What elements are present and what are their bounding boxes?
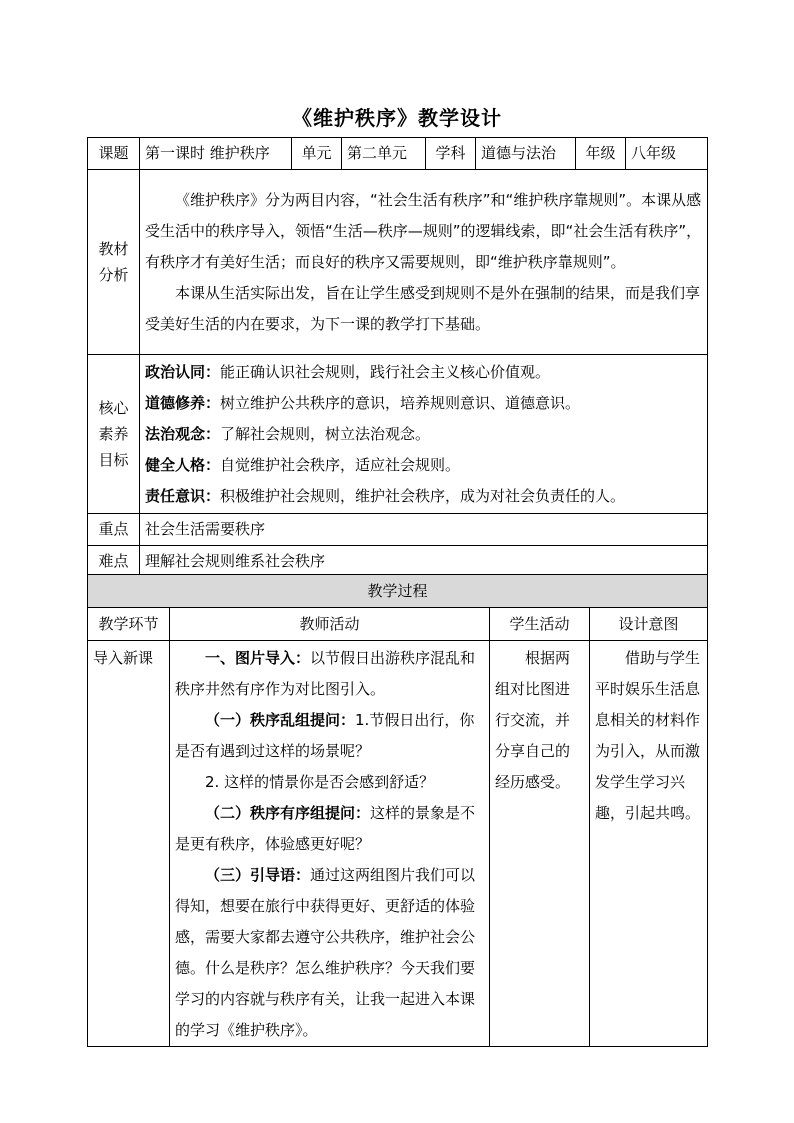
core-row xyxy=(88,355,708,514)
key-point-row xyxy=(88,514,708,546)
process-table xyxy=(87,574,708,1047)
core-item: 道德修养：树立维护公共秩序的意识，培养规则意识、道德意识。 xyxy=(145,393,581,412)
header-intent: 设计意图 xyxy=(590,608,708,641)
stage-cell: 导入新课 xyxy=(88,641,170,1047)
page-title: 《维护秩序》教学设计 xyxy=(292,106,502,130)
teacher-line: 2. 这样的情景你是否会感到舒适？ xyxy=(205,773,435,791)
info-table xyxy=(87,137,708,578)
grade-label: 年级 xyxy=(576,138,626,170)
core-content xyxy=(140,355,708,514)
student-activity: 根据两组对比图进行交流，并分享自己的经历感受。 xyxy=(490,641,590,1047)
unit-label: 单元 xyxy=(292,138,342,170)
core-item: 健全人格：自觉维护社会秩序，适应社会规则。 xyxy=(145,455,461,474)
teacher-line: （三）引导语：通过这两组图片我们可以得知，想要在旅行中获得更好、更舒适的体验感，需要大家都去遵守公共秩序，维护社会公德。什么是秩序？怎么维护秩序？今天我们要学习的内容就与秩序有关，让我一起进入本课的学习《维护秩序》。 xyxy=(175,866,476,1039)
difficulty-label: 难点 xyxy=(88,546,140,578)
analysis-paragraph-2: 本课从生活实际出发，旨在让学生感受到规则不是外在强制的结果，而是我们享受美好生活的内在要求，为下一课的教学打下基础。 xyxy=(145,283,701,333)
process-title: 教学过程 xyxy=(88,575,708,608)
header-student: 学生活动 xyxy=(490,608,590,641)
difficulty-value: 理解社会规则维系社会秩序 xyxy=(140,546,708,578)
header-teacher: 教师活动 xyxy=(170,608,490,641)
analysis-label: 教材分析 xyxy=(88,170,140,355)
key-point-label: 重点 xyxy=(88,514,140,546)
unit-value: 第二单元 xyxy=(342,138,426,170)
teacher-line: （一）秩序乱组提问：1.节假日出行，你是否有遇到过这样的场景呢？ xyxy=(175,711,475,760)
analysis-paragraph-1: 《维护秩序》分为两目内容，“社会生活有秩序”和“维护秩序靠规则”。本课从感受生活中的秩序导入，领悟“生活—秩序—规则”的逻辑线索，即“社会生活有秩序”，有秩序才有美好生活；而良好的秩序又需要规则，即“维护秩序靠规则”。 xyxy=(145,190,702,271)
process-row xyxy=(88,641,708,1047)
header-stage: 教学环节 xyxy=(88,608,170,641)
grade-value: 八年级 xyxy=(626,138,708,170)
core-item: 政治认同：能正确认识社会规则，践行社会主义核心价值观。 xyxy=(145,362,551,381)
core-item: 法治观念：了解社会规则，树立法治观念。 xyxy=(145,424,431,443)
core-label: 核心素养目标 xyxy=(88,355,140,514)
teacher-line: 一、图片导入：以节假日出游秩序混乱和秩序井然有序作为对比图引入。 xyxy=(175,649,476,698)
process-title-row xyxy=(88,575,708,608)
subject-label: 学科 xyxy=(426,138,476,170)
analysis-content xyxy=(140,170,708,355)
teacher-line: （二）秩序有序组提问：这样的景象是不是更有秩序，体验感更好呢？ xyxy=(175,804,476,853)
difficulty-row xyxy=(88,546,708,578)
subject-value: 道德与法治 xyxy=(476,138,576,170)
course-label: 课题 xyxy=(88,138,140,170)
info-row xyxy=(88,138,708,170)
analysis-row xyxy=(88,170,708,355)
key-point-value: 社会生活需要秩序 xyxy=(140,514,708,546)
process-header-row xyxy=(88,608,708,641)
teacher-activity xyxy=(170,641,490,1047)
design-intent: 借助与学生平时娱乐生活息息相关的材料作为引入，从而激发学生学习兴趣，引起共鸣。 xyxy=(590,641,708,1047)
core-item: 责任意识：积极维护社会规则，维护社会秩序，成为对社会负责任的人。 xyxy=(145,486,626,505)
course-value: 第一课时 维护秩序 xyxy=(140,138,292,170)
